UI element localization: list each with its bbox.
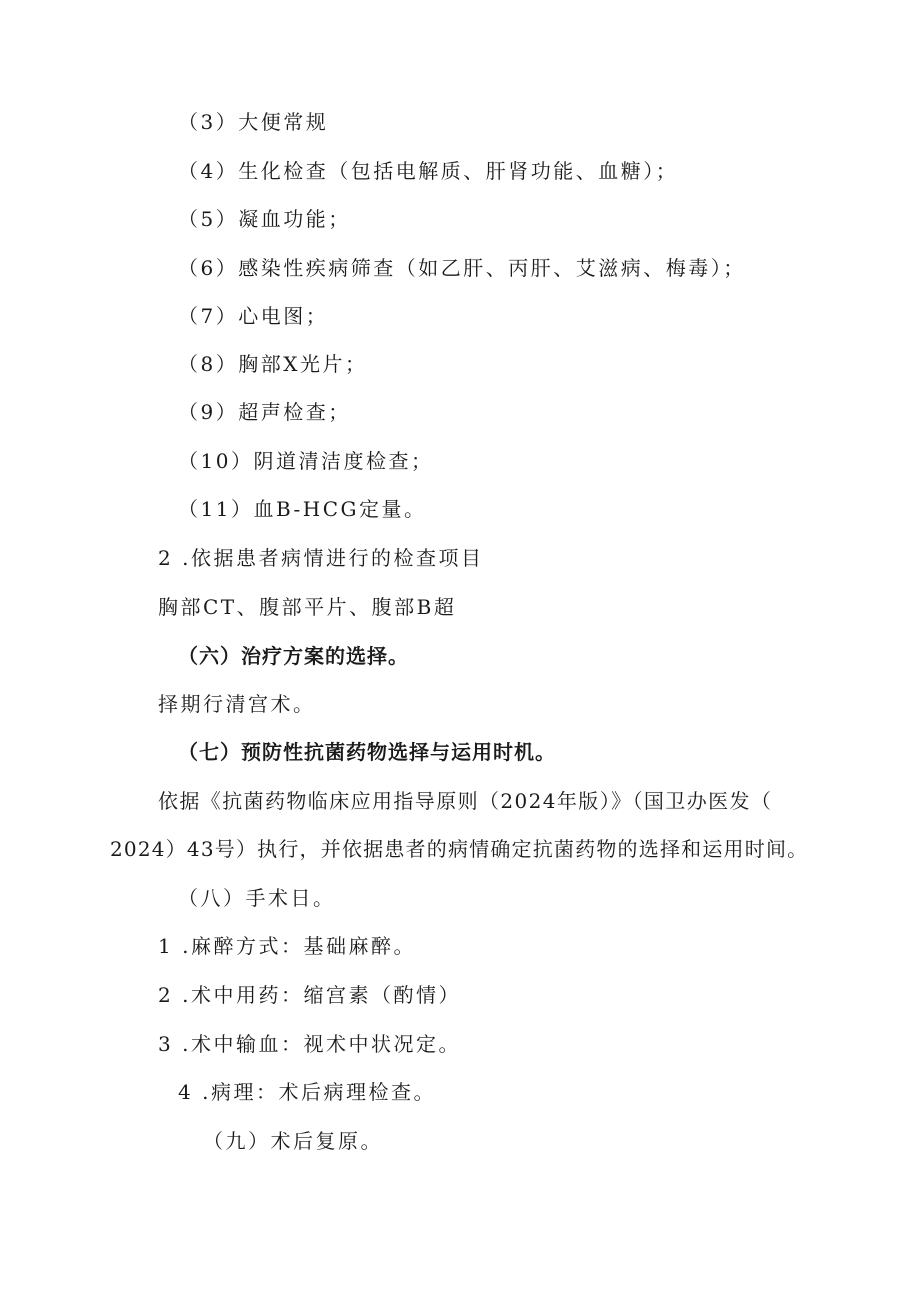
exam-item-6: （6）感染性疾病筛查（如乙肝、丙肝、艾滋病、梅毒）； bbox=[178, 256, 746, 280]
exam-item-11: （11）血B-HCG定量。 bbox=[178, 497, 427, 521]
section-7-text-line1: 依据《抗菌药物临床应用指导原则（2024年版）》（国卫办医发（ bbox=[158, 789, 773, 813]
exam-item-3: （3）大便常规 bbox=[178, 110, 329, 134]
section-6-heading: （六）治疗方案的选择。 bbox=[178, 644, 409, 668]
pathology: 4 .病理：术后病理检查。 bbox=[178, 1080, 436, 1104]
section-9-heading: （九）术后复原。 bbox=[203, 1129, 383, 1153]
exam-item-4: （4）生化检查（包括电解质、肝肾功能、血糖）； bbox=[178, 159, 679, 183]
exam-item-9: （9）超声检查； bbox=[178, 400, 351, 424]
exam-item-10: （10）阴道清洁度检查； bbox=[178, 449, 434, 473]
condition-based-exams-list: 胸部CT、腹部平片、腹部B超 bbox=[158, 595, 457, 619]
section-7-text-line2: 2024）43号）执行，并依据患者的病情确定抗菌药物的选择和运用时间。 bbox=[110, 837, 809, 861]
section-7-heading: （七）预防性抗菌药物选择与运用时机。 bbox=[178, 740, 556, 764]
anesthesia-method: 1 .麻醉方式：基础麻醉。 bbox=[158, 934, 416, 958]
exam-item-7: （7）心电图； bbox=[178, 304, 329, 328]
intraoperative-medication: 2 .术中用药：缩宫素（酌情） bbox=[158, 983, 461, 1007]
exam-item-5: （5）凝血功能； bbox=[178, 207, 351, 231]
section-6-text: 择期行清宫术。 bbox=[158, 692, 316, 716]
section-8-heading: （八）手术日。 bbox=[178, 886, 336, 910]
intraoperative-transfusion: 3 .术中输血：视术中状况定。 bbox=[158, 1032, 461, 1056]
exam-item-8: （8）胸部X光片； bbox=[178, 352, 368, 376]
condition-based-exams-heading: 2 .依据患者病情进行的检查项目 bbox=[158, 546, 484, 570]
